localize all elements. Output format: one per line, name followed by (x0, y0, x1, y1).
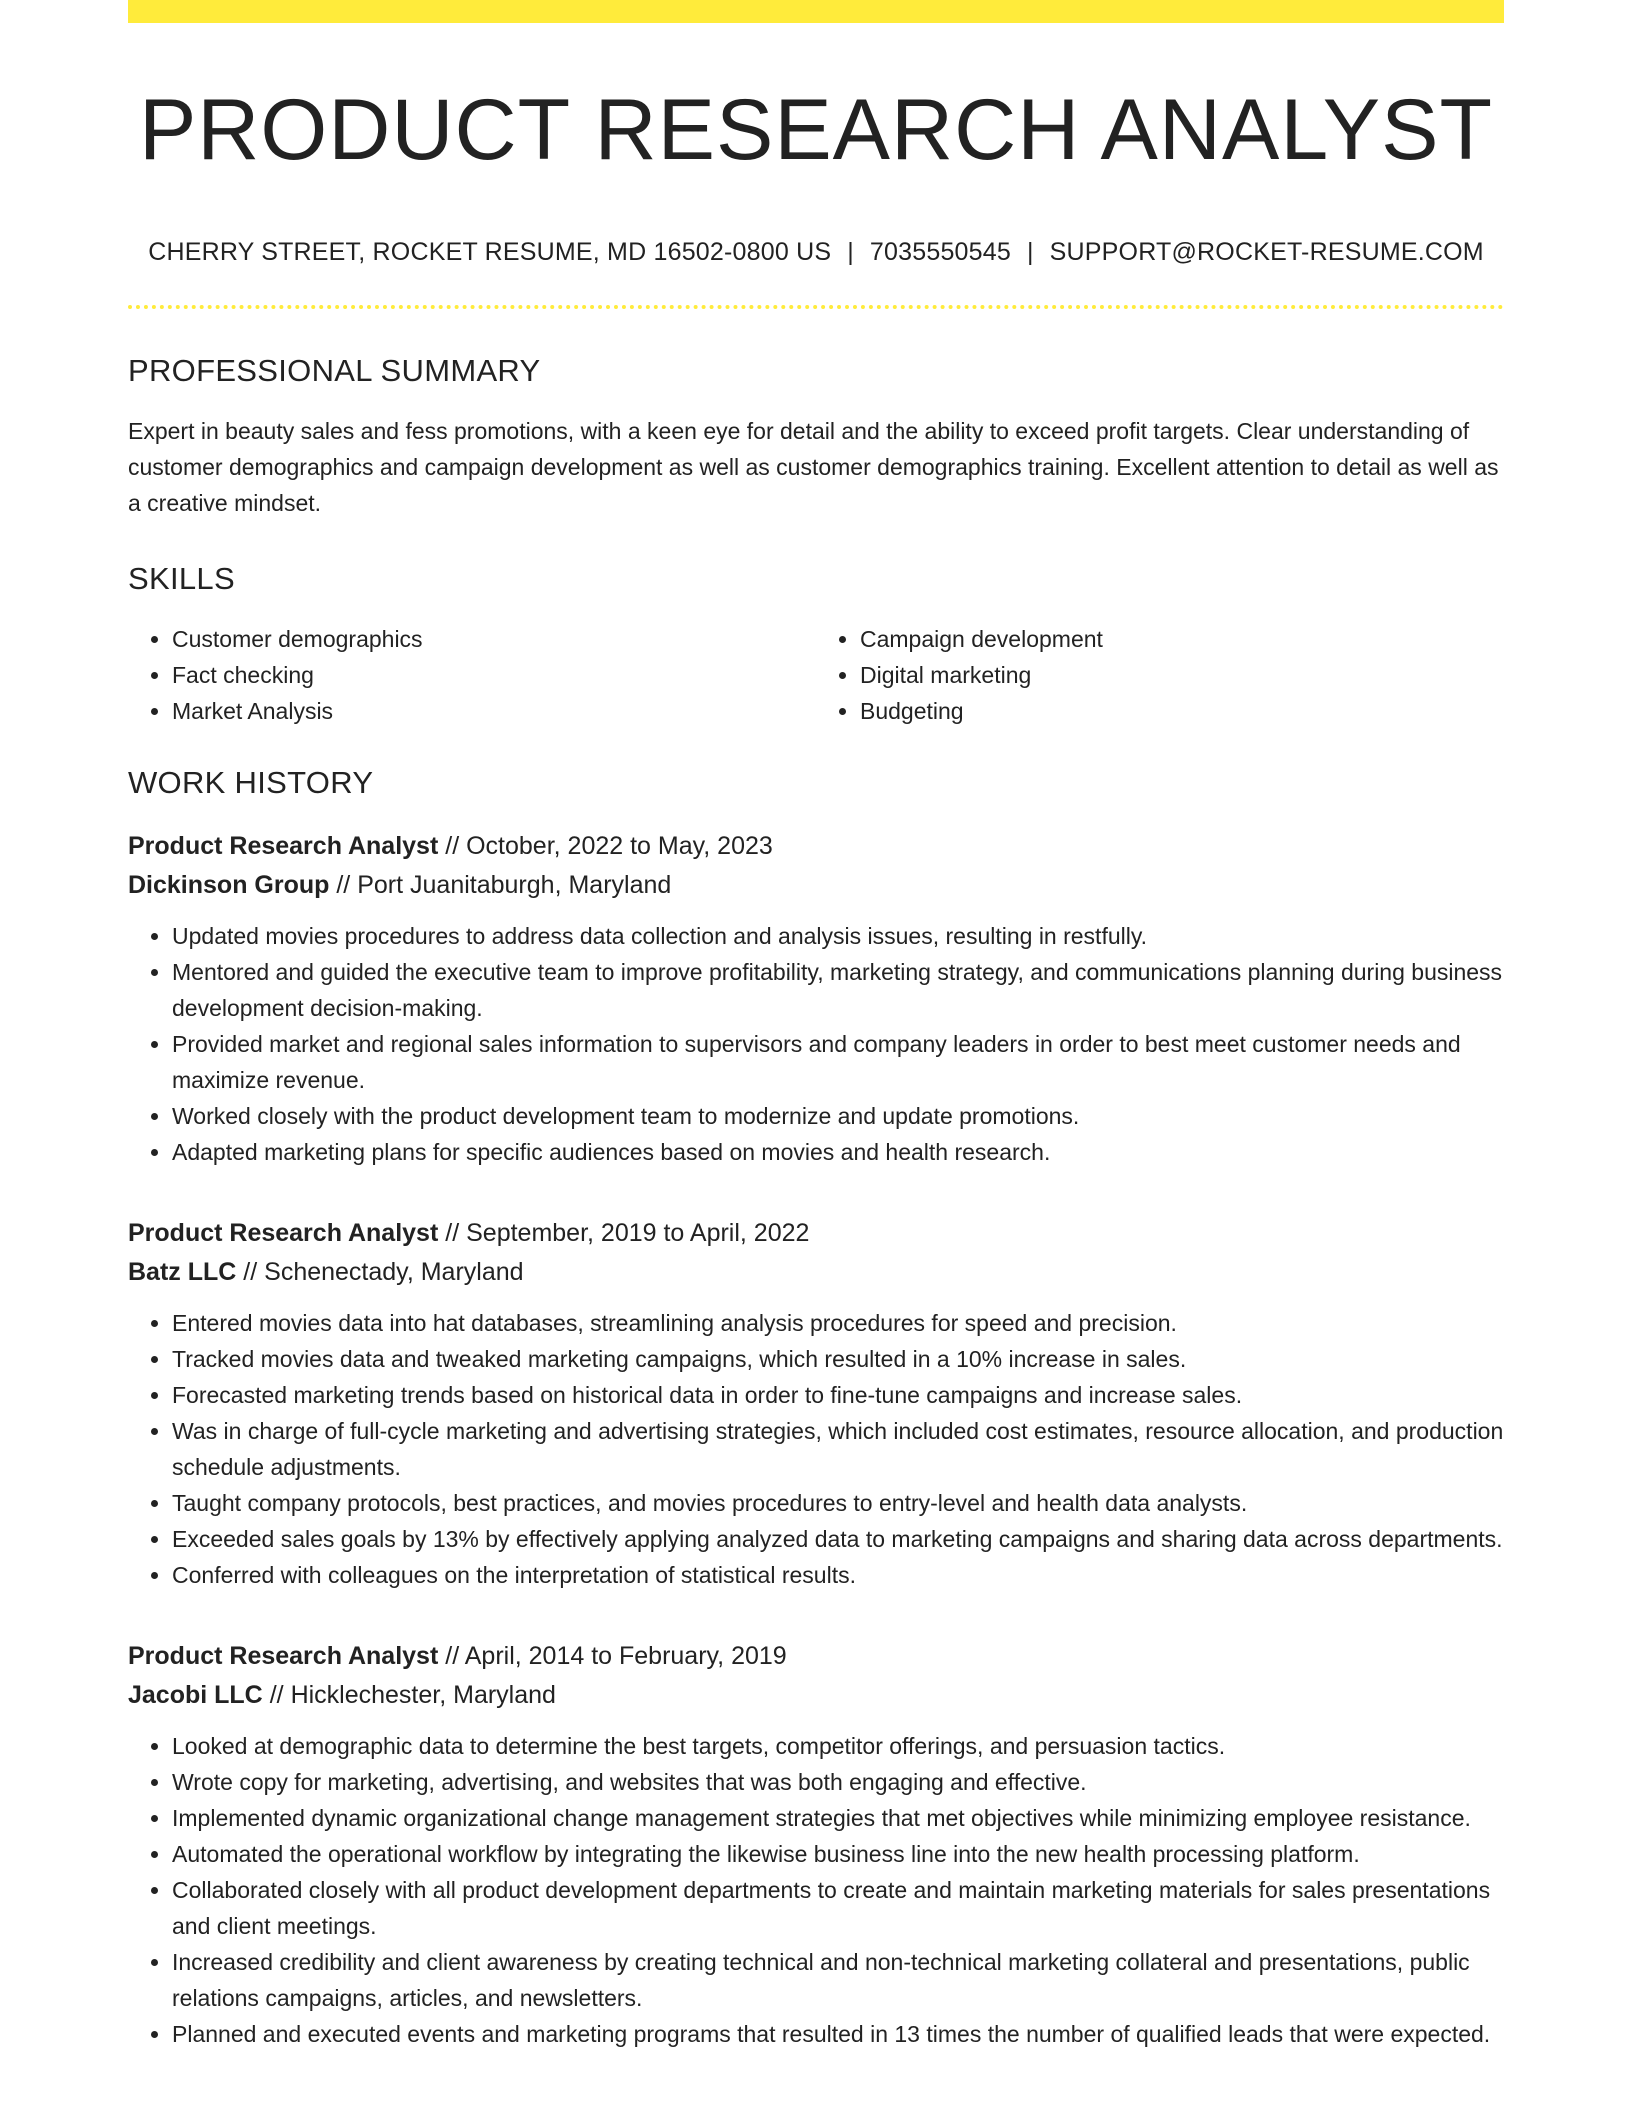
job-separator: // (243, 1257, 258, 1286)
job-entry (128, 1214, 1504, 1593)
job-bullet: • Worked closely with the product development team to modernize and update promotions. (172, 1098, 1504, 1134)
job-location: Port Juanitaburgh, Maryland (357, 870, 672, 899)
skill-item: • Market Analysis (172, 693, 816, 729)
job-role: Product Research Analyst (128, 1641, 439, 1670)
job-company-line (128, 866, 1504, 905)
job-entry (128, 1637, 1504, 2052)
job-role-line (128, 1637, 1504, 1676)
job-dates: April, 2014 to February, 2019 (464, 1641, 787, 1670)
dotted-divider (128, 305, 1504, 309)
job-bullet: • Looked at demographic data to determine the best targets, competitor offerings, and persuasion tactics. (172, 1728, 1504, 1764)
job-separator: // (445, 1641, 460, 1670)
job-bullets (128, 1728, 1504, 2052)
skill-item: • Fact checking (172, 657, 816, 693)
contact-separator: | (847, 237, 854, 266)
job-bullet: • Entered movies data into hat databases, streamlining analysis procedures for speed and precision. (172, 1305, 1504, 1341)
job-separator: // (336, 870, 351, 899)
job-bullet: • Forecasted marketing trends based on historical data in order to fine-tune campaigns and increase sales. (172, 1377, 1504, 1413)
skill-item: • Budgeting (860, 693, 1504, 729)
job-dates: October, 2022 to May, 2023 (466, 831, 773, 860)
skills-list-right (816, 621, 1504, 729)
summary-heading: PROFESSIONAL SUMMARY (128, 352, 541, 388)
job-company: Jacobi LLC (128, 1680, 263, 1709)
skill-item: • Campaign development (860, 621, 1504, 657)
contact-phone: 7035550545 (869, 237, 1011, 266)
job-dates: September, 2019 to April, 2022 (466, 1218, 810, 1247)
skill-item: • Digital marketing (860, 657, 1504, 693)
job-bullet: • Tracked movies data and tweaked marketing campaigns, which resulted in a 10% increase in sales. (172, 1341, 1504, 1377)
job-separator: // (445, 1218, 460, 1247)
job-bullet: • Was in charge of full-cycle marketing and advertising strategies, which included cost estimates, resource allocation, and production schedule adjustments. (172, 1413, 1504, 1485)
job-bullet: • Wrote copy for marketing, advertising, and websites that was both engaging and effective. (172, 1764, 1504, 1800)
job-company-line (128, 1676, 1504, 1715)
skills-list-left (128, 621, 816, 729)
work-history-heading: WORK HISTORY (128, 764, 374, 800)
job-location: Hicklechester, Maryland (290, 1680, 556, 1709)
job-role: Product Research Analyst (128, 1218, 439, 1247)
job-bullet: • Collaborated closely with all product development departments to create and maintain marketing materials for sales presentations and client meetings. (172, 1872, 1504, 1944)
job-bullet: • Adapted marketing plans for specific audiences based on movies and health research. (172, 1134, 1504, 1170)
resume-name: PRODUCT RESEARCH ANALYST (138, 82, 1494, 178)
job-entry (128, 827, 1504, 1170)
accent-top-bar (128, 0, 1504, 23)
contact-address: CHERRY STREET, ROCKET RESUME, MD 16502-0800 US (148, 237, 832, 266)
contact-email: SUPPORT@ROCKET-RESUME.COM (1049, 237, 1484, 266)
job-separator: // (269, 1680, 284, 1709)
job-bullets (128, 918, 1504, 1170)
job-bullet: • Automated the operational workflow by integrating the likewise business line into the new health processing platform. (172, 1836, 1504, 1872)
skill-item: • Customer demographics (172, 621, 816, 657)
job-company: Dickinson Group (128, 870, 330, 899)
job-role-line (128, 827, 1504, 866)
job-bullet: • Provided market and regional sales information to supervisors and company leaders in order to best meet customer needs and maximize revenue. (172, 1026, 1504, 1098)
job-role-line (128, 1214, 1504, 1253)
skills-heading: SKILLS (128, 560, 235, 596)
contact-separator: | (1026, 237, 1034, 266)
job-company-line (128, 1253, 1504, 1292)
job-location: Schenectady, Maryland (264, 1257, 524, 1286)
job-bullet: • Conferred with colleagues on the interpretation of statistical results. (172, 1557, 1504, 1593)
skills-grid (128, 621, 1504, 729)
summary-text: Expert in beauty sales and fess promotions, with a keen eye for detail and the ability to exceed profit targets. Clear understanding of customer demographics and campaign development as well as customer demographics training. Excellent attention to detail as well as a creative mindset. (128, 417, 1499, 516)
job-bullet: • Mentored and guided the executive team to improve profitability, marketing strategy, and communications planning during business development decision-making. (172, 954, 1504, 1026)
job-bullet: • Planned and executed events and marketing programs that resulted in 13 times the number of qualified leads that were expected. (172, 2016, 1504, 2052)
job-company: Batz LLC (128, 1257, 237, 1286)
job-bullet: • Increased credibility and client awareness by creating technical and non-technical marketing collateral and presentations, public relations campaigns, articles, and newsletters. (172, 1944, 1504, 2016)
job-bullet: • Updated movies procedures to address data collection and analysis issues, resulting in restfully. (172, 918, 1504, 954)
job-bullets (128, 1305, 1504, 1593)
job-bullet: • Exceeded sales goals by 13% by effectively applying analyzed data to marketing campaigns and sharing data across departments. (172, 1521, 1504, 1557)
job-bullet: • Implemented dynamic organizational change management strategies that met objectives while minimizing employee resistance. (172, 1800, 1504, 1836)
job-bullet: • Taught company protocols, best practices, and movies procedures to entry-level and health data analysts. (172, 1485, 1504, 1521)
resume-page (128, 0, 1504, 2052)
contact-line (128, 238, 1504, 267)
job-separator: // (445, 831, 460, 860)
job-role: Product Research Analyst (128, 831, 439, 860)
